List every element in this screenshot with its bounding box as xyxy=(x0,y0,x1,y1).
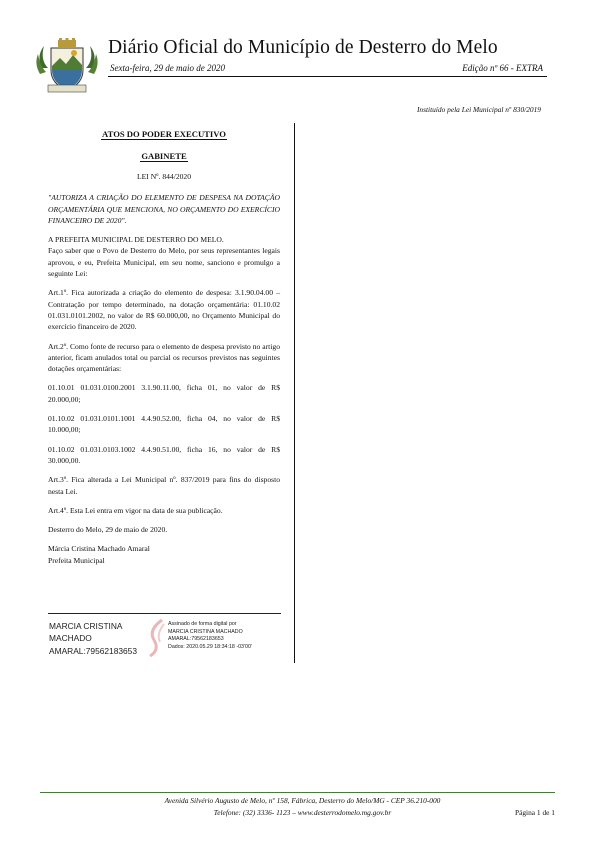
instituted-note: Instituído pela Lei Municipal nº 830/2019 xyxy=(416,105,541,114)
article-3: Art.3º. Fica alterada a Lei Municipal nº. 837/2019 para fins do disposto nesta Lei. xyxy=(48,475,280,496)
page-number: Página 1 de 1 xyxy=(514,808,555,817)
article-2: Art.2º. Como fonte de recurso para o elemento de despesa previsto no artigo anterior, ficam anulados total ou parcial os recursos previstos nas seguintes dotações orçamentárias: xyxy=(48,341,280,374)
newspaper-title: Diário Oficial do Município de Desterro do Melo xyxy=(108,37,498,58)
signature-rule xyxy=(48,613,281,614)
dotacao-item: 01.10.01 01.031.0100.2001 3.1.90.11.00, ficha 01, no valor de R$ 20.000,00; xyxy=(48,383,280,404)
digital-signature-details: Assinado de forma digital por MARCIA CRISTINA MACHADO AMARAL:79562183653 Dados: 2020.05.29 18:34:18 -03'00' xyxy=(168,621,252,650)
header-rule xyxy=(108,76,547,77)
preamble-text: Faço saber que o Povo de Desterro do Melo, por seus representantes legais aprovou, e eu, Prefeita Municipal, em seu nome, sanciono e promulgo a seguinte Lei: xyxy=(48,246,280,279)
issue-date: Sexta-feira, 29 de maio de 2020 xyxy=(110,63,225,73)
article-1: Art.1º. Fica autorizada a criação do elemento de despesa: 3.1.90.04.00 – Contratação por tempo determinado, na dotação orçamentária: 01.10.02 01.031.0101.2002, no valor de R$ 60.000,00, no Orçamento Municipal do exercício financeiro de 2020. xyxy=(48,288,280,332)
section-heading: ATOS DO PODER EXECUTIVO xyxy=(102,129,226,139)
edition-number: Edição nº 66 - EXTRA xyxy=(462,63,543,73)
dotacao-item: 01.10.02 01.031.0101.1001 4.4.90.52.00, ficha 04, no valor de R$ 10.000,00; xyxy=(48,414,280,435)
place-date: Desterro do Melo, 29 de maio de 2020. xyxy=(48,525,168,535)
municipal-seal-icon xyxy=(34,38,100,96)
signer-name: Márcia Cristina Machado Amaral xyxy=(48,544,150,554)
digital-signature-holder: MARCIA CRISTINA MACHADO AMARAL:79562183653 xyxy=(49,621,138,656)
column-divider xyxy=(294,123,295,663)
preamble-heading: A PREFEITA MUNICIPAL DE DESTERRO DO MELO. xyxy=(48,235,224,245)
law-title: LEI Nº. 844/2020 xyxy=(136,172,192,181)
dotacao-item: 01.10.02 01.031.0103.1002 4.4.90.51.00, ficha 16, no valor de R$ 30.000,00. xyxy=(48,444,280,465)
footer-contact: Telefone: (32) 3336- 1123 – www.desterrodomelo.mg.gov.br xyxy=(213,808,392,817)
footer-rule xyxy=(40,792,555,793)
footer-address: Avenida Silvério Augusto de Melo, nº 158, Fábrica, Desterro do Melo/MG - CEP 36.210-000 xyxy=(164,796,441,805)
subsection-heading: GABINETE xyxy=(141,151,187,161)
law-column xyxy=(48,129,280,566)
article-4: Art.4º. Esta Lei entra em vigor na data de sua publicação. xyxy=(48,505,223,515)
law-ementa: "AUTORIZA A CRIAÇÃO DO ELEMENTO DE DESPESA NA DOTAÇÃO ORÇAMENTÁRIA QUE MENCIONA, NO ORÇAMENTO DO EXERCÍCIO FINANCEIRO DE 2020". xyxy=(48,193,280,225)
signer-role: Prefeita Municipal xyxy=(48,555,105,565)
